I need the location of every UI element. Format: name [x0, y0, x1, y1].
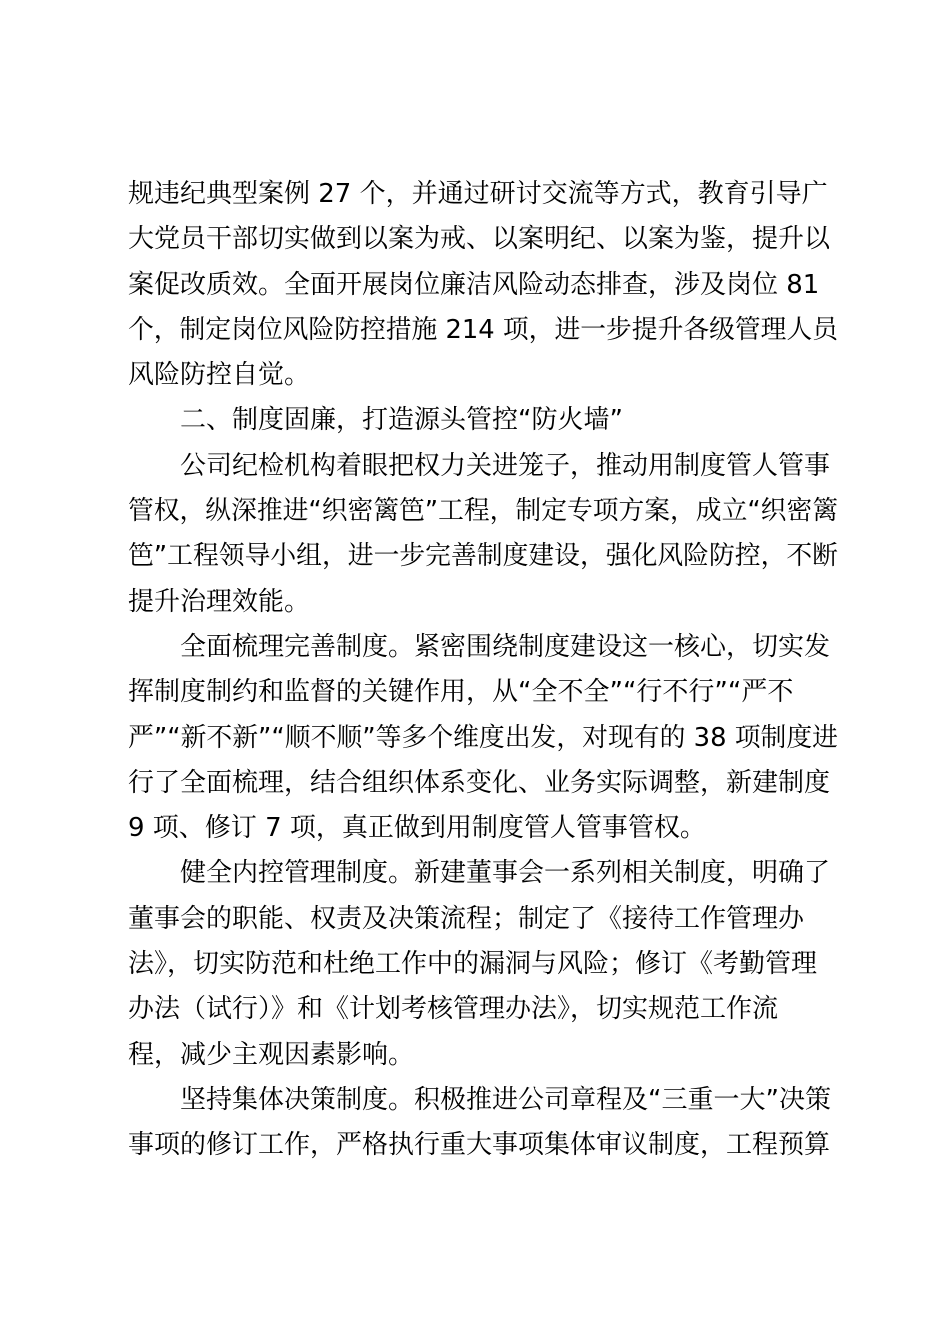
text-line: 风险防控自觉。: [128, 360, 311, 391]
text-line: 管权，纵深推进“织密篱笆”工程，制定专项方案，成立“织密篱: [128, 496, 838, 527]
text-line: 个，制定岗位风险防控措施 214 项，进一步提升各级管理人员: [128, 314, 838, 345]
text-line: 严”“新不新”“顺不顺”等多个维度出发，对现有的 38 项制度进: [128, 722, 838, 753]
text-line: 规违纪典型案例 27 个，并通过研讨交流等方式，教育引导广: [128, 179, 828, 209]
paragraph-first-line: 坚持集体决策制度。积极推进公司章程及“三重一大”决策: [180, 1084, 831, 1115]
text-line: 办法（试行）》和《计划考核管理办法》，切实规范工作流: [128, 994, 779, 1025]
text-line: 案促改质效。全面开展岗位廉洁风险动态排查，涉及岗位 81: [128, 269, 820, 300]
text-line: 董事会的职能、权责及决策流程；制定了《接待工作管理办: [128, 903, 805, 934]
text-line: 大党员干部切实做到以案为戒、以案明纪、以案为鉴，提升以: [128, 224, 831, 255]
text-line: 行了全面梳理，结合组织体系变化、业务实际调整，新建制度: [128, 767, 831, 798]
section-heading: 二、制度固廉，打造源头管控“防火墙”: [180, 405, 623, 436]
paragraph-first-line: 全面梳理完善制度。紧密围绕制度建设这一核心，切实发: [180, 631, 831, 662]
text-line: 法》，切实防范和杜绝工作中的漏洞与风险；修订《考勤管理: [128, 949, 818, 980]
paragraph-first-line: 健全内控管理制度。新建董事会一系列相关制度，明确了: [180, 858, 831, 889]
text-line: 挥制度制约和监督的关键作用，从“全不全”“行不行”“严不: [128, 677, 794, 708]
text-line: 事项的修订工作，严格执行重大事项集体审议制度，工程预算: [128, 1130, 831, 1161]
paragraph-first-line: 公司纪检机构着眼把权力关进笼子，推动用制度管人管事: [180, 450, 831, 481]
text-line: 笆”工程领导小组，进一步完善制度建设，强化风险防控，不断: [128, 541, 838, 572]
text-line: 提升治理效能。: [128, 586, 311, 617]
document-body: [128, 172, 838, 1169]
text-line: 程，减少主观因素影响。: [128, 1039, 415, 1070]
text-line: 9 项、修订 7 项，真正做到用制度管人管事管权。: [128, 813, 706, 844]
